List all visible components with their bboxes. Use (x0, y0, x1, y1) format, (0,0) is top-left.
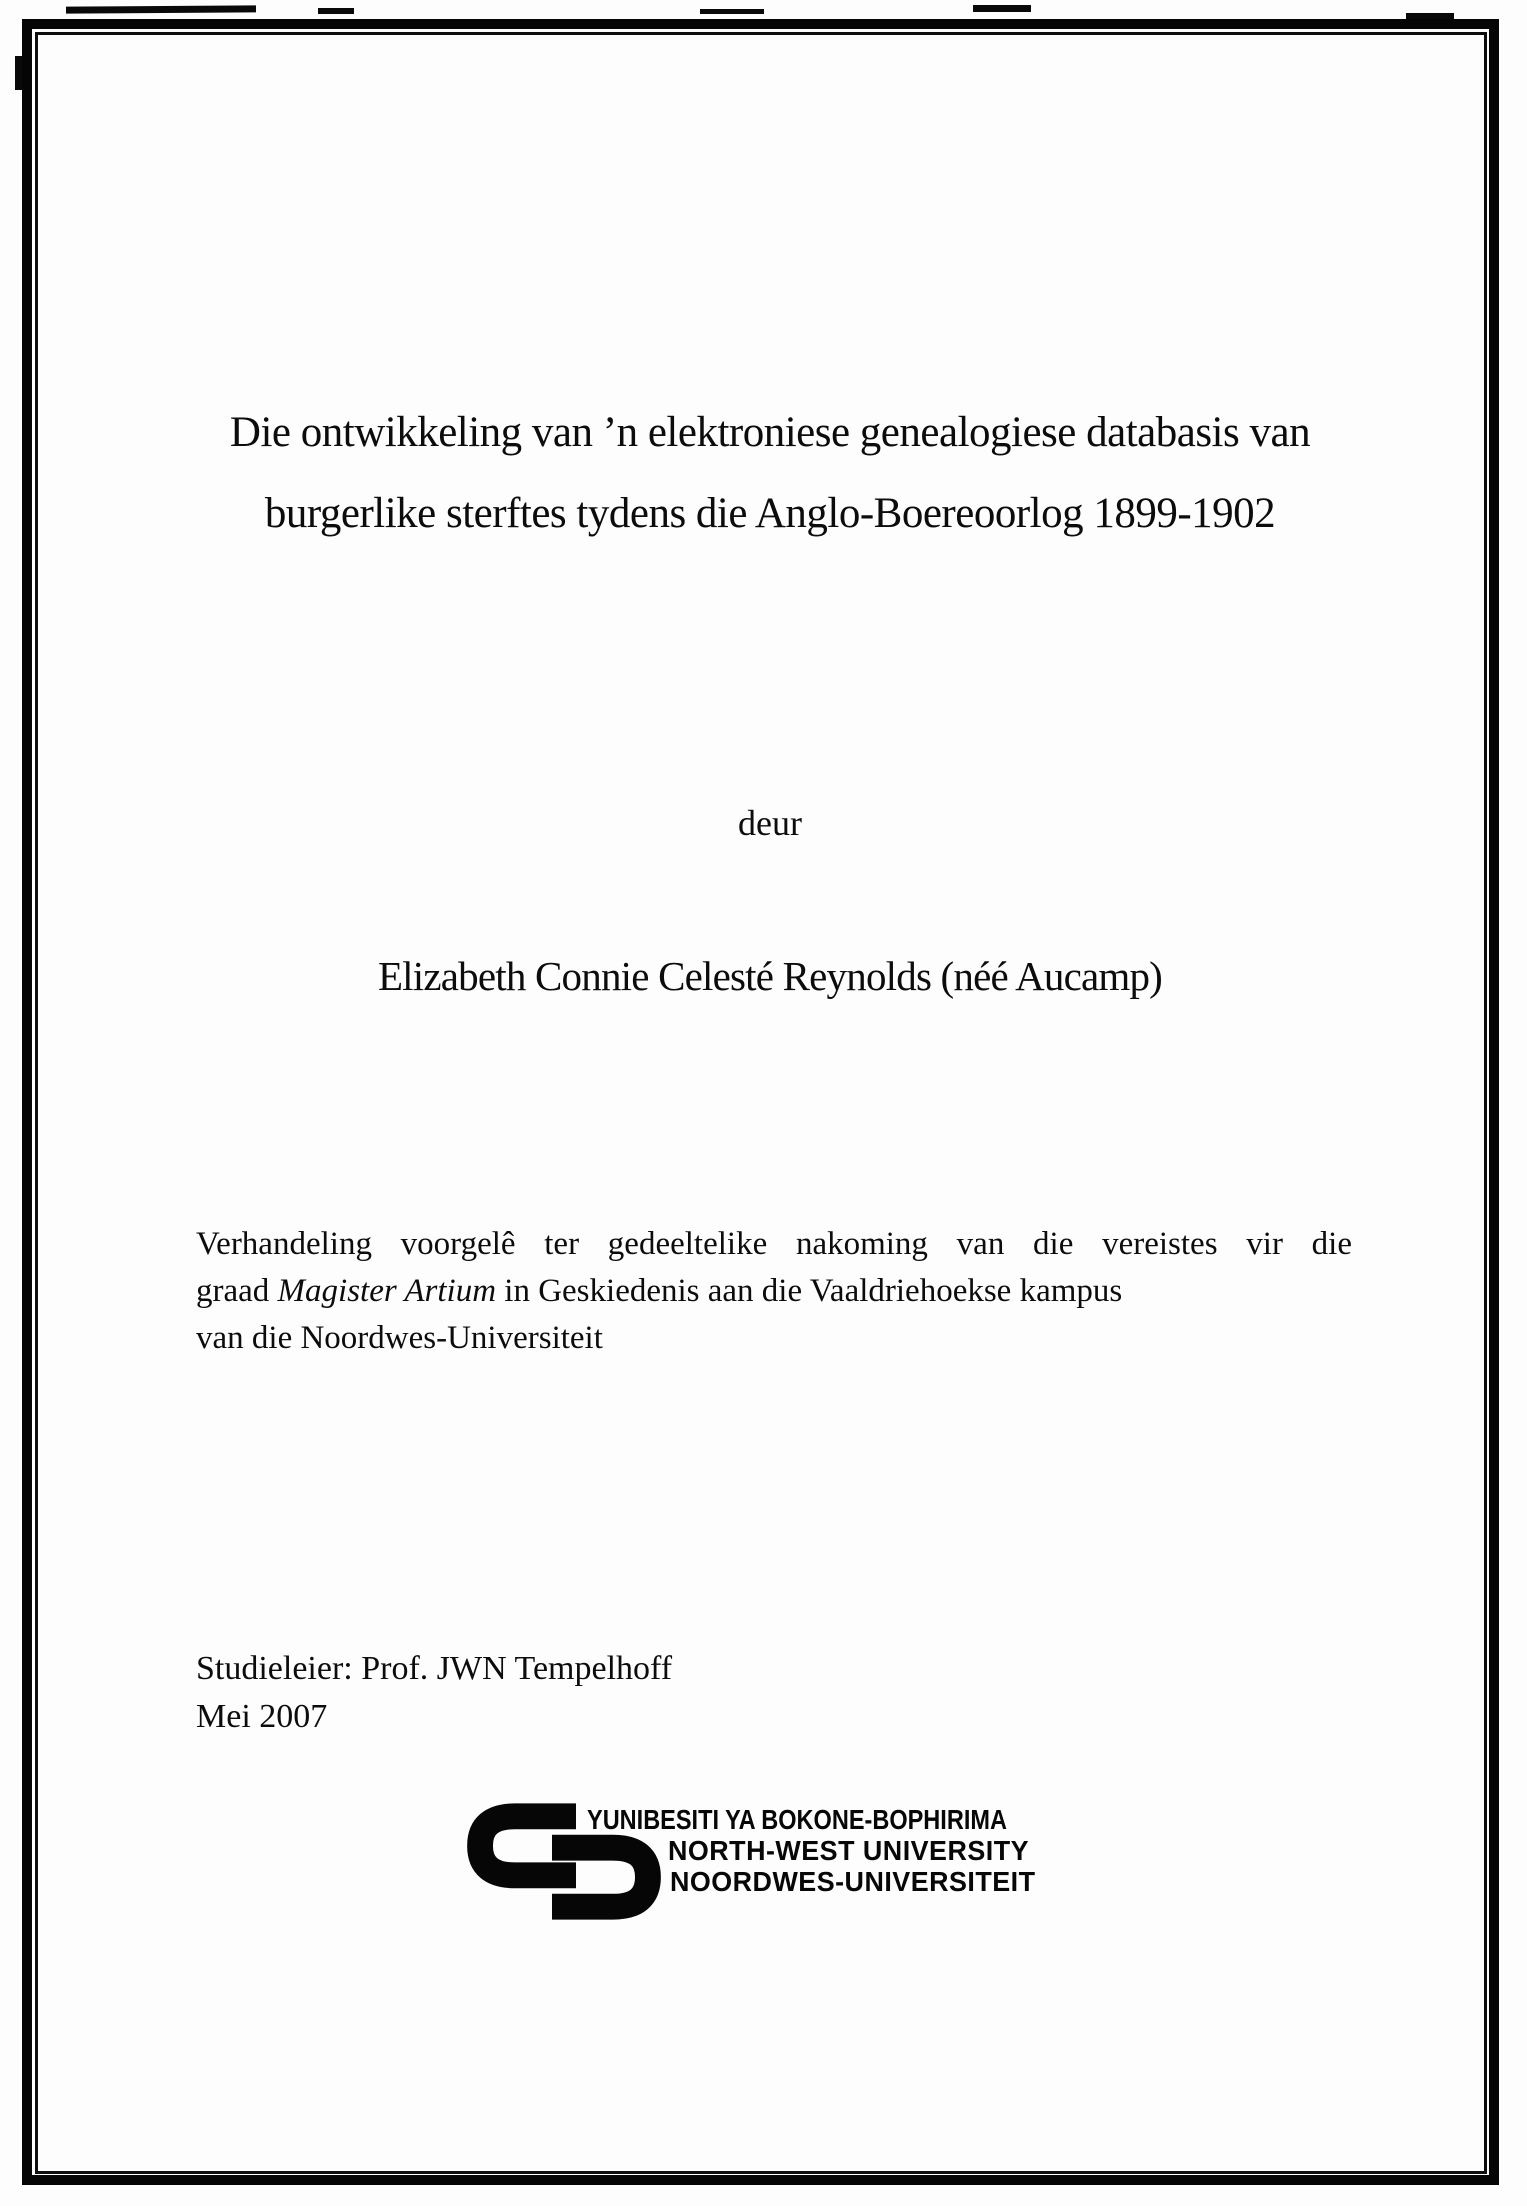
submission-line-2-prefix: graad (196, 1273, 278, 1309)
submission-line-3: van die Noordwes-Universiteit (196, 1320, 603, 1356)
author-name: Elizabeth Connie Celesté Reynolds (néé Aucamp) (377, 953, 1163, 999)
scan-artifact (66, 5, 256, 13)
supervisor-block (196, 1645, 672, 1741)
scan-artifact (973, 5, 1031, 12)
submission-line-1: Verhandeling voorgelê ter gedeeltelike nakoming van die vereistes vir die (196, 1226, 1352, 1262)
byline-label: deur (738, 803, 802, 843)
scan-artifact (700, 9, 764, 14)
degree-name: Magister Artium (277, 1273, 497, 1309)
university-logo-text (587, 1804, 1087, 1897)
submission-line-2-suffix: in Geskiedenis aan die Vaaldriehoekse kampus (496, 1273, 1123, 1309)
thesis-title-line-2: burgerlike sterftes tydens die Anglo-Boereoorlog 1899-1902 (264, 490, 1276, 537)
logo-name-afrikaans: NOORDWES-UNIVERSITEIT (670, 1866, 1036, 1897)
university-logo (467, 1796, 1067, 1936)
thesis-title (110, 392, 1430, 554)
date-line: Mei 2007 (196, 1698, 328, 1735)
scan-artifact (318, 8, 354, 14)
logo-name-english: NORTH-WEST UNIVERSITY (668, 1835, 1030, 1866)
logo-name-setswana: YUNIBESITI YA BOKONE-BOPHIRIMA (587, 1804, 1007, 1835)
submission-line-2 (196, 1268, 1352, 1315)
supervisor-line: Studieleier: Prof. JWN Tempelhoff (196, 1650, 673, 1687)
thesis-title-line-1: Die ontwikkeling van ’n elektroniese genealogiese databasis van (229, 409, 1311, 456)
submission-statement (196, 1221, 1352, 1362)
